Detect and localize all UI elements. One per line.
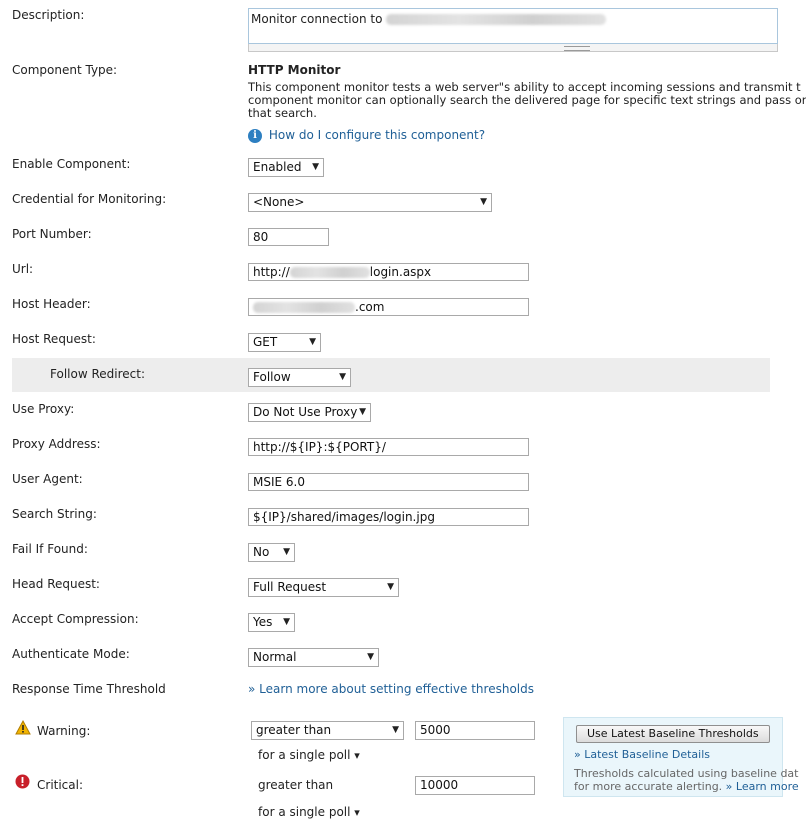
chevron-down-icon: ▼ [312, 162, 319, 172]
port-value: 80 [253, 230, 269, 244]
description-text: Monitor connection to [251, 12, 387, 26]
credential-value: <None> [253, 195, 305, 209]
head-request-label: Head Request: [12, 577, 100, 591]
user-agent-label: User Agent: [12, 472, 83, 486]
url-input[interactable] [248, 263, 529, 281]
textarea-resize-grip[interactable] [248, 44, 778, 52]
authenticate-mode-select[interactable] [248, 648, 379, 667]
component-type-name: HTTP Monitor [248, 63, 341, 77]
baseline-note-text: for more accurate alerting. [574, 780, 726, 793]
critical-value: 10000 [420, 778, 459, 792]
warning-operator-select[interactable] [251, 721, 404, 740]
critical-poll-dropdown[interactable] [258, 805, 360, 819]
host-header-input[interactable] [248, 298, 529, 316]
description-label: Description: [12, 8, 85, 22]
enable-component-value: Enabled [253, 160, 302, 174]
redacted-host [386, 14, 606, 25]
baseline-details-link[interactable]: » Latest Baseline Details [574, 748, 710, 761]
desc-line-3: that search. [248, 106, 317, 120]
proxy-address-label: Proxy Address: [12, 437, 101, 451]
accept-compression-value: Yes [253, 615, 273, 629]
use-proxy-label: Use Proxy: [12, 402, 75, 416]
caret-down-icon: ▾ [354, 749, 360, 762]
search-string-value: ${IP}/shared/images/login.jpg [253, 510, 435, 524]
chevron-down-icon: ▼ [359, 407, 366, 417]
chevron-down-icon: ▼ [283, 547, 290, 557]
enable-component-label: Enable Component: [12, 157, 131, 171]
host-request-label: Host Request: [12, 332, 96, 346]
warning-value-input[interactable] [415, 721, 535, 740]
desc-line-1: This component monitor tests a web server"s ability to accept incoming sessions and transmit t [248, 80, 801, 94]
port-input[interactable] [248, 228, 329, 246]
warning-poll-text: for a single poll [258, 748, 351, 762]
host-header-suffix: .com [355, 300, 385, 314]
accept-compression-select[interactable] [248, 613, 295, 632]
credential-select[interactable] [248, 193, 492, 212]
search-string-input[interactable] [248, 508, 529, 526]
fail-if-found-label: Fail If Found: [12, 542, 88, 556]
url-label: Url: [12, 262, 34, 276]
component-type-label: Component Type: [12, 63, 118, 77]
enable-component-select[interactable] [248, 158, 324, 177]
fail-if-found-value: No [253, 545, 270, 559]
chevron-down-icon: ▼ [339, 372, 346, 382]
chevron-down-icon: ▼ [387, 582, 394, 592]
critical-poll-text: for a single poll [258, 805, 351, 819]
follow-redirect-label: Follow Redirect: [50, 367, 145, 381]
info-icon: i [248, 129, 262, 143]
chevron-down-icon: ▼ [283, 617, 290, 627]
baseline-learn-more-link[interactable]: » Learn more [725, 780, 799, 793]
host-request-select[interactable] [248, 333, 321, 352]
search-string-label: Search String: [12, 507, 97, 521]
error-icon [15, 774, 30, 792]
redacted-url-host [290, 267, 370, 278]
proxy-address-value: http://${IP}:${PORT}/ [253, 440, 386, 454]
url-suffix: login.aspx [369, 265, 432, 279]
help-link-row[interactable] [248, 128, 485, 143]
accept-compression-label: Accept Compression: [12, 612, 139, 626]
chevron-down-icon: ▼ [367, 652, 374, 662]
component-type-description [248, 81, 806, 120]
head-request-select[interactable] [248, 578, 399, 597]
critical-value-input[interactable] [415, 776, 535, 795]
warning-icon [15, 720, 31, 738]
authenticate-mode-value: Normal [253, 650, 297, 664]
port-label: Port Number: [12, 227, 92, 241]
proxy-address-input[interactable] [248, 438, 529, 456]
url-prefix: http:// [253, 265, 290, 279]
response-time-threshold-label: Response Time Threshold [12, 682, 166, 696]
chevron-down-icon: ▼ [309, 337, 316, 347]
desc-line-2: component monitor can optionally search the delivered page for specific text strings and pass or [248, 93, 806, 107]
use-proxy-value: Do Not Use Proxy [253, 405, 358, 419]
fail-if-found-select[interactable] [248, 543, 295, 562]
follow-redirect-value: Follow [253, 370, 291, 384]
warning-operator-value: greater than [256, 723, 332, 737]
host-request-value: GET [253, 335, 278, 349]
critical-label: Critical: [37, 778, 84, 792]
redacted-host-header [253, 302, 355, 313]
learn-thresholds-link[interactable]: » Learn more about setting effective thresholds [248, 682, 534, 696]
baseline-panel [563, 717, 799, 797]
user-agent-input[interactable] [248, 473, 529, 491]
authenticate-mode-label: Authenticate Mode: [12, 647, 130, 661]
baseline-note-line2 [574, 780, 799, 793]
help-link[interactable]: How do I configure this component? [268, 128, 486, 142]
baseline-note-line1: Thresholds calculated using baseline dat [574, 767, 799, 780]
warning-poll-dropdown[interactable] [258, 748, 360, 762]
warning-value: 5000 [420, 723, 451, 737]
warning-label: Warning: [37, 724, 91, 738]
use-proxy-select[interactable] [248, 403, 371, 422]
caret-down-icon: ▾ [354, 806, 360, 819]
host-header-label: Host Header: [12, 297, 91, 311]
description-textarea[interactable] [248, 8, 778, 44]
chevron-down-icon: ▼ [392, 725, 399, 735]
user-agent-value: MSIE 6.0 [253, 475, 305, 489]
follow-redirect-select[interactable] [248, 368, 351, 387]
chevron-down-icon: ▼ [480, 197, 487, 207]
credential-label: Credential for Monitoring: [12, 192, 167, 206]
critical-operator-text: greater than [258, 778, 334, 792]
use-baseline-button[interactable]: Use Latest Baseline Thresholds [576, 725, 770, 743]
head-request-value: Full Request [253, 580, 327, 594]
